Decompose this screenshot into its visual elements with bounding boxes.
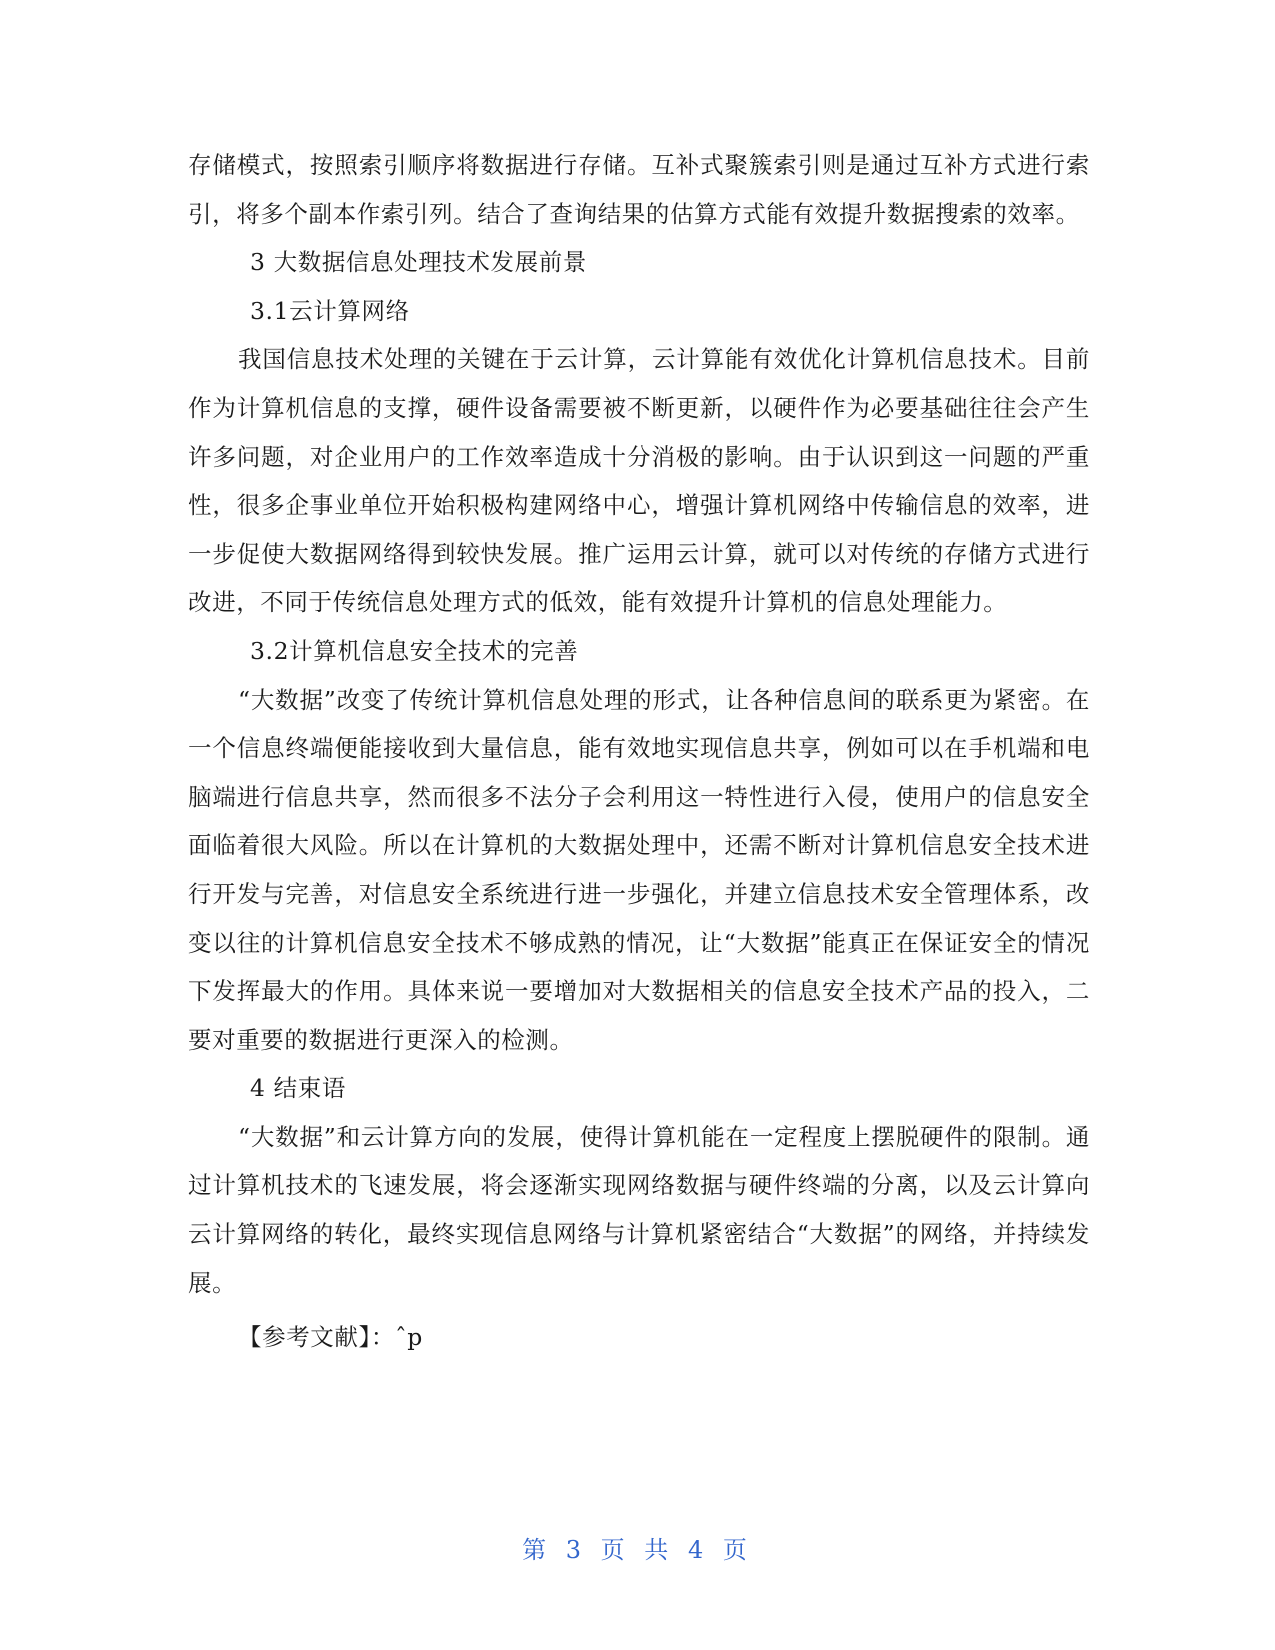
subsection-heading: 3.2计算机信息安全技术的完善 (250, 636, 579, 665)
body-paragraph: 存储模式，按照索引顺序将数据进行存储。互补式聚簇索引则是通过互补方式进行索引，将多个副本作索引列。结合了查询结果的估算方式能有效提升数据搜索的效率。 (188, 151, 1090, 228)
document-body (188, 141, 1090, 1362)
subsection-heading: 3.1云计算网络 (250, 296, 410, 325)
section-heading: 4 结束语 (250, 1074, 346, 1103)
body-paragraph: “大数据”改变了传统计算机信息处理的形式，让各种信息间的联系更为紧密。在一个信息终端便能接收到大量信息，能有效地实现信息共享，例如可以在手机端和电脑端进行信息共享，然而很多不法分子会利用这一特性进行入侵，使用户的信息安全面临着很大风险。所以在计算机的大数据处理中，还需不断对计算机信息安全技术进行开发与完善，对信息安全系统进行进一步强化，并建立信息技术安全管理体系，改变以往的计算机信息安全技术不够成熟的情况，让“大数据”能真正在保证安全的情况下发挥最大的作用。具体来说一要增加对大数据相关的信息安全技术产品的投入，二要对重要的数据进行更深入的检测。 (188, 685, 1090, 1054)
section-heading: 3 大数据信息处理技术发展前景 (250, 248, 587, 277)
references-label: 【参考文献】：ˆp (238, 1323, 423, 1352)
page-number-footer: 第 3 页 共 4 页 (522, 1536, 753, 1564)
body-paragraph: “大数据”和云计算方向的发展，使得计算机能在一定程度上摆脱硬件的限制。通过计算机技术的飞速发展，将会逐渐实现网络数据与硬件终端的分离，以及云计算向云计算网络的转化，最终实现信息网络与计算机紧密结合“大数据”的网络，并持续发展。 (188, 1122, 1090, 1297)
body-paragraph: 我国信息技术处理的关键在于云计算，云计算能有效优化计算机信息技术。目前作为计算机信息的支撑，硬件设备需要被不断更新，以硬件作为必要基础往往会产生许多问题，对企业用户的工作效率造成十分消极的影响。由于认识到这一问题的严重性，很多企事业单位开始积极构建网络中心，增强计算机网络中传输信息的效率，进一步促使大数据网络得到较快发展。推广运用云计算，就可以对传统的存储方式进行改进，不同于传统信息处理方式的低效，能有效提升计算机的信息处理能力。 (188, 345, 1090, 617)
